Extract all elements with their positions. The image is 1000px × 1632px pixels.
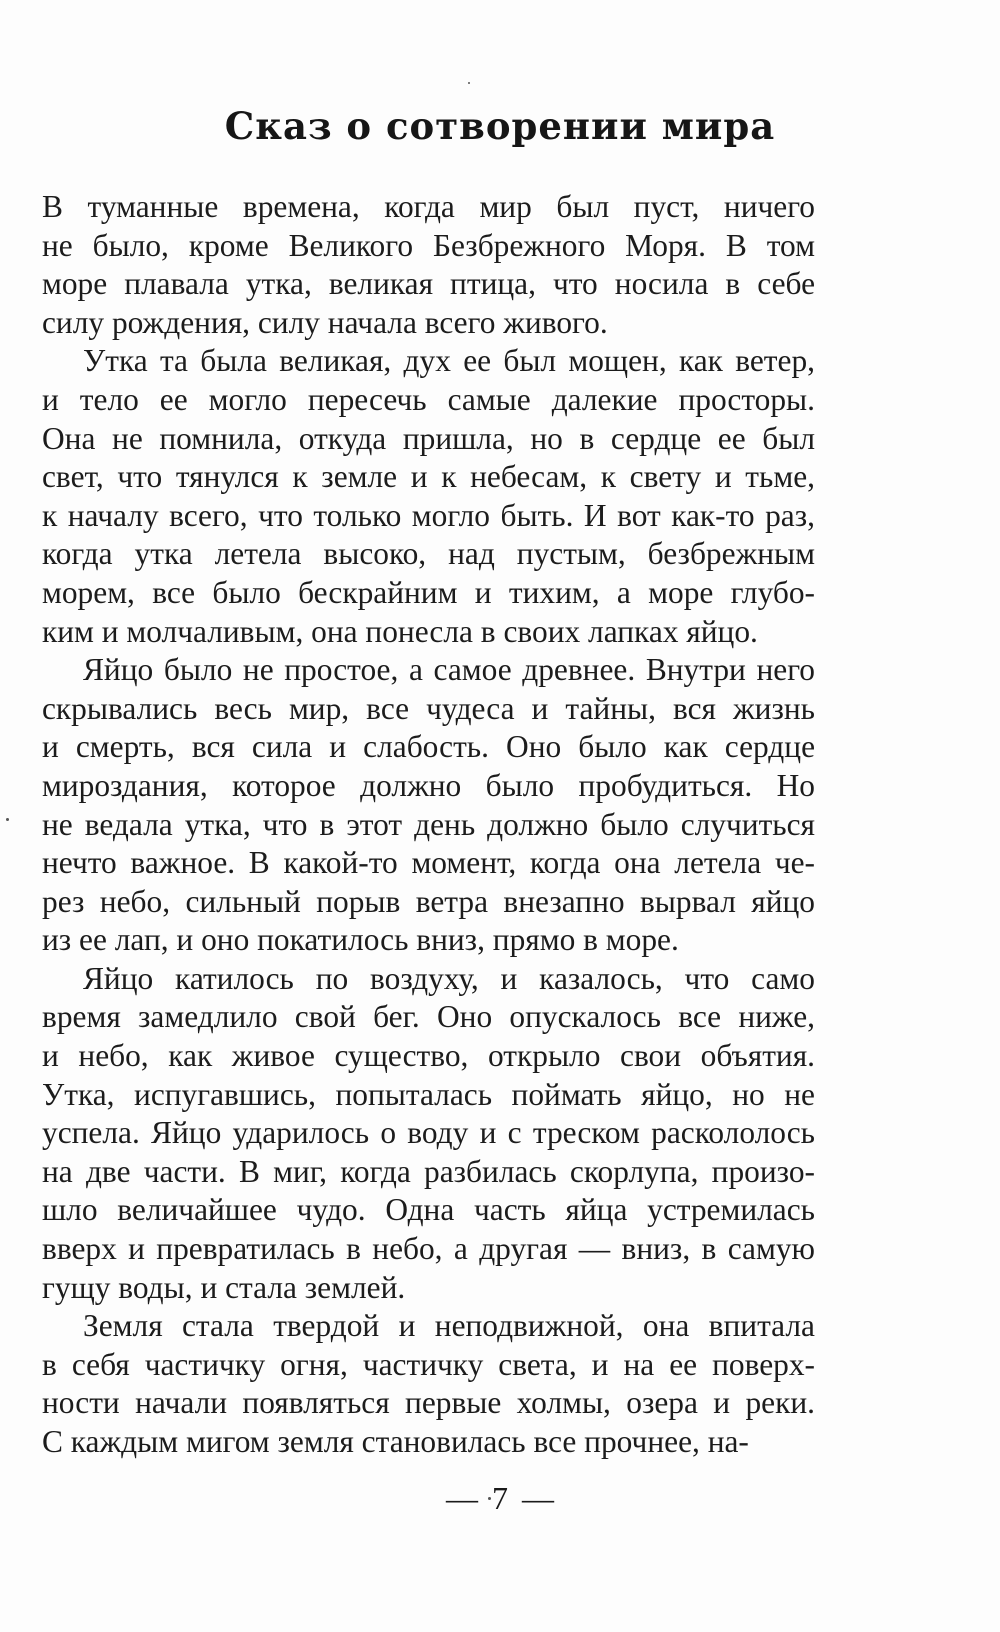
text-line: не ведала утка, что в этот день должно было случиться bbox=[42, 806, 815, 842]
paragraph bbox=[42, 1307, 815, 1461]
text-line: из ее лап, и оно покатилось вниз, прямо в море. bbox=[42, 922, 679, 958]
text-line: В туманные времена, когда мир был пуст, ничего bbox=[42, 189, 815, 224]
text-line: силу рождения, силу начала всего живого. bbox=[42, 304, 608, 340]
text-line: гущу воды, и стала землей. bbox=[42, 1269, 406, 1305]
page-number-footer bbox=[0, 1480, 1000, 1517]
paragraph bbox=[42, 342, 815, 651]
page-number: 7 bbox=[492, 1480, 508, 1516]
text-line: Она не помнила, откуда пришла, но в сердце ее был bbox=[42, 420, 815, 456]
text-line: ности начали появляться первые холмы, озера и реки. bbox=[42, 1385, 815, 1421]
text-line: когда утка летела высоко, над пустым, безбрежным bbox=[42, 536, 815, 572]
text-line: нечто важное. В какой-то момент, когда она летела че- bbox=[42, 845, 815, 881]
paragraph bbox=[42, 651, 815, 960]
text-line: мироздания, которое должно было пробудиться. Но bbox=[42, 767, 815, 803]
text-line: море плавала утка, великая птица, что носила в себе bbox=[42, 266, 815, 302]
text-line: к началу всего, что только могло быть. И вот как-то раз, bbox=[42, 497, 815, 533]
paragraph bbox=[42, 960, 815, 1307]
body-text bbox=[42, 188, 815, 1462]
text-line: Утка та была великая, дух ее был мощен, как ветер, bbox=[83, 343, 815, 379]
text-line: рез небо, сильный порыв ветра внезапно вырвал яйцо bbox=[42, 883, 815, 919]
text-line: С каждым мигом земля становилась все прочнее, на- bbox=[42, 1424, 749, 1459]
chapter-title: Сказ о сотворении мира bbox=[224, 104, 776, 148]
text-line: Утка, испугавшись, попыталась поймать яйцо, но не bbox=[42, 1076, 815, 1112]
scan-speck bbox=[6, 818, 9, 821]
scan-speck bbox=[468, 82, 470, 84]
text-line: вверх и превратилась в небо, а другая — вниз, в самую bbox=[42, 1231, 815, 1267]
text-line: морем, все было бескрайним и тихим, а море глубо- bbox=[42, 574, 815, 610]
text-line: не было, кроме Великого Безбрежного Моря. В том bbox=[42, 227, 815, 263]
text-line: ким и молчаливым, она понесла в своих лапках яйцо. bbox=[42, 613, 758, 649]
text-line: на две части. В миг, когда разбилась скорлупа, произо- bbox=[42, 1153, 815, 1189]
page-number-dash-right: — bbox=[522, 1480, 554, 1516]
page-number-dash-left: — bbox=[446, 1480, 478, 1516]
scan-speck bbox=[488, 1497, 491, 1500]
text-line: свет, что тянулся к земле и к небесам, к свету и тьме, bbox=[42, 459, 815, 495]
text-line: время замедлило свой бег. Оно опускалось все ниже, bbox=[42, 999, 815, 1035]
paragraph bbox=[42, 188, 815, 342]
text-line: в себя частичку огня, частичку света, и на ее поверх- bbox=[42, 1346, 815, 1382]
text-line: Земля стала твердой и неподвижной, она впитала bbox=[83, 1308, 815, 1344]
text-line: и смерть, вся сила и слабость. Оно было как сердце bbox=[42, 729, 815, 765]
text-line: успела. Яйцо ударилось о воду и с треском раскололось bbox=[42, 1115, 815, 1151]
text-line: скрывались весь мир, все чудеса и тайны, вся жизнь bbox=[42, 690, 815, 726]
text-line: и небо, как живое существо, открыло свои объятия. bbox=[42, 1038, 815, 1074]
text-line: и тело ее могло пересечь самые далекие просторы. bbox=[42, 381, 815, 417]
text-line: Яйцо было не простое, а самое древнее. Внутри него bbox=[83, 652, 815, 688]
text-line: Яйцо катилось по воздуху, и казалось, что само bbox=[83, 960, 815, 996]
text-line: шло величайшее чудо. Одна часть яйца устремилась bbox=[42, 1192, 815, 1228]
